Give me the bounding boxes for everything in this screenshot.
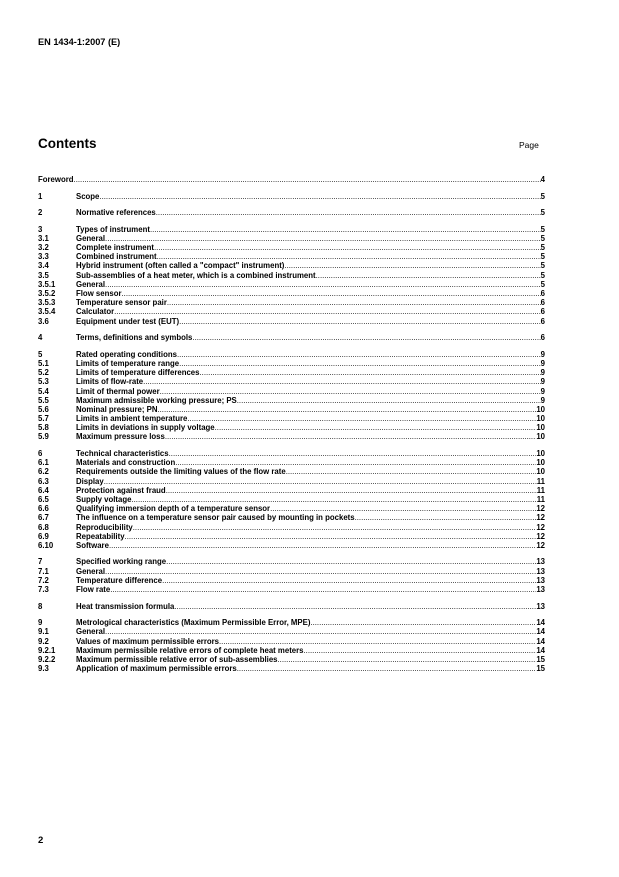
toc-entry-number: 5.5	[38, 395, 49, 405]
toc-entry-page: 10	[536, 467, 545, 477]
toc-entry[interactable]	[38, 225, 545, 234]
toc-entry-number: 3.6	[38, 316, 49, 326]
toc-entry-title: Repeatability	[76, 531, 125, 541]
toc-entry-number: 9	[38, 618, 43, 628]
toc-entry-number: 2	[38, 208, 43, 218]
toc-entry-page: 5	[540, 270, 545, 280]
toc-dot-leader	[110, 585, 536, 594]
toc-entry-title: Display	[76, 476, 104, 486]
toc-entry[interactable]	[38, 602, 545, 611]
toc-entry-page: 5	[540, 261, 545, 271]
toc-entry-title: Normative references	[76, 208, 156, 218]
toc-entry-title: Limits of temperature range	[76, 358, 180, 368]
page-number: 2	[38, 835, 44, 846]
toc-dot-leader	[109, 541, 536, 550]
toc-dot-leader	[166, 557, 536, 566]
toc-entry-title: Flow sensor	[76, 289, 122, 299]
toc-dot-leader	[284, 261, 540, 270]
toc-entry-title: Limits in deviations in supply voltage	[76, 423, 215, 433]
toc-entry-page: 5	[540, 243, 545, 253]
toc-entry-title: General	[76, 566, 106, 576]
toc-dot-leader	[114, 307, 541, 316]
toc-dot-leader	[156, 208, 541, 217]
page-column-label: Page	[519, 140, 539, 150]
toc-entry-title: Rated operating conditions	[76, 349, 177, 359]
toc-entry-title: Sub-assemblies of a heat meter, which is a combined instrument	[76, 270, 316, 280]
toc-entry-title: Terms, definitions and symbols	[76, 333, 193, 343]
toc-entry-page: 14	[536, 645, 545, 655]
toc-entry-page: 5	[540, 233, 545, 243]
toc-entry[interactable]	[38, 289, 545, 298]
toc-entry-number: 6.8	[38, 522, 49, 532]
toc-entry-page: 6	[540, 289, 545, 299]
toc-dot-leader	[215, 423, 537, 432]
toc-entry-page: 14	[536, 618, 545, 628]
toc-entry-number: 3.2	[38, 243, 49, 253]
toc-entry-title: Complete instrument	[76, 243, 154, 253]
toc-entry-page: 10	[536, 423, 545, 433]
toc-entry-title: Limits in ambient temperature	[76, 414, 188, 424]
toc-dot-leader	[165, 432, 536, 441]
toc-entry-number: 6.4	[38, 485, 49, 495]
toc-entry-page: 12	[536, 504, 545, 514]
toc-entry-page: 10	[536, 449, 545, 459]
toc-dot-leader	[177, 350, 541, 359]
toc-dot-leader	[105, 567, 536, 576]
toc-dot-leader	[125, 532, 537, 541]
toc-dot-leader	[316, 271, 541, 280]
toc-dot-leader	[157, 405, 536, 414]
toc-entry[interactable]	[38, 477, 545, 486]
toc-entry[interactable]	[38, 504, 545, 513]
toc-dot-leader	[105, 234, 541, 243]
toc-entry-title: Flow rate	[76, 585, 111, 595]
toc-entry-number: 6.2	[38, 467, 49, 477]
toc-entry-number: 6.1	[38, 458, 49, 468]
toc-entry[interactable]	[38, 243, 545, 252]
toc-entry[interactable]	[38, 576, 545, 585]
toc-entry[interactable]	[38, 317, 545, 326]
toc-entry-page: 6	[540, 307, 545, 317]
toc-entry[interactable]	[38, 234, 545, 243]
toc-entry-number: 5	[38, 349, 43, 359]
toc-entry[interactable]	[38, 396, 545, 405]
toc-entry[interactable]	[38, 175, 545, 184]
toc-entry-page: 5	[540, 191, 545, 201]
toc-entry[interactable]	[38, 567, 545, 576]
toc-entry-title: Software	[76, 540, 109, 550]
toc-entry-title: Maximum pressure loss	[76, 432, 165, 442]
toc-entry-number: 6.7	[38, 513, 49, 523]
toc-entry-page: 13	[536, 557, 545, 567]
toc-dot-leader	[105, 627, 536, 636]
toc-entry-number: 9.2	[38, 636, 49, 646]
toc-entry-number: 6.9	[38, 531, 49, 541]
page-title: Contents	[38, 136, 97, 151]
toc-entry-page: 6	[540, 316, 545, 326]
toc-entry-number: 5.2	[38, 368, 49, 378]
toc-entry-title: Hybrid instrument (often called a "compact" instrument)	[76, 261, 285, 271]
toc-entry-title: Scope	[76, 191, 100, 201]
toc-entry-number: 6	[38, 449, 43, 459]
toc-dot-leader	[167, 298, 541, 307]
toc-entry-page: 15	[536, 654, 545, 664]
toc-entry-page: 15	[536, 664, 545, 674]
toc-entry-title: General	[76, 233, 106, 243]
toc-entry-page: 9	[540, 349, 545, 359]
toc-entry[interactable]	[38, 585, 545, 594]
toc-entry-number: 9.2.2	[38, 654, 56, 664]
toc-entry-title: The influence on a temperature sensor pair caused by mounting in pockets	[76, 513, 355, 523]
toc-entry-page: 12	[536, 540, 545, 550]
toc-entry-title: Combined instrument	[76, 252, 157, 262]
toc-entry-number: 5.9	[38, 432, 49, 442]
toc-dot-leader	[99, 192, 540, 201]
toc-entry-number: 7.3	[38, 585, 49, 595]
toc-entry-page: 10	[536, 414, 545, 424]
toc-entry[interactable]	[38, 307, 545, 316]
toc-entry-title: Foreword	[38, 175, 74, 184]
toc-entry-page: 11	[536, 485, 545, 495]
toc-dot-leader	[179, 317, 541, 326]
toc-dot-leader	[104, 477, 537, 486]
toc-entry-number: 3.1	[38, 233, 49, 243]
toc-entry-page: 13	[536, 566, 545, 576]
toc-entry-title: Protection against fraud	[76, 485, 166, 495]
document-id-header: EN 1434-1:2007 (E)	[38, 37, 121, 47]
toc-entry-title: General	[76, 279, 106, 289]
toc-entry-title: Reproducibility	[76, 522, 133, 532]
toc-dot-leader	[150, 225, 541, 234]
toc-dot-leader	[143, 377, 541, 386]
toc-entry[interactable]	[38, 458, 545, 467]
toc-entry-number: 6.6	[38, 504, 49, 514]
toc-entry[interactable]	[38, 532, 545, 541]
toc-dot-leader	[175, 458, 536, 467]
toc-entry-page: 5	[540, 208, 545, 218]
toc-entry-page: 10	[536, 432, 545, 442]
toc-entry-title: General	[76, 627, 106, 637]
toc-dot-leader	[74, 175, 541, 184]
toc-entry-page: 6	[540, 298, 545, 308]
toc-entry-number: 8	[38, 601, 43, 611]
toc-entry-number: 3	[38, 224, 43, 234]
toc-entry-title: Limits of flow-rate	[76, 377, 144, 387]
toc-dot-leader	[187, 414, 536, 423]
toc-entry[interactable]	[38, 252, 545, 261]
toc-entry-number: 3.5.2	[38, 289, 56, 299]
toc-entry[interactable]	[38, 523, 545, 532]
toc-entry-number: 6.3	[38, 476, 49, 486]
toc-dot-leader	[166, 486, 537, 495]
toc-dot-leader	[192, 333, 540, 342]
toc-dot-leader	[237, 396, 541, 405]
toc-dot-leader	[179, 359, 541, 368]
toc-entry-page: 11	[536, 476, 545, 486]
toc-entry-page: 9	[540, 386, 545, 396]
toc-dot-leader	[133, 523, 537, 532]
toc-entry[interactable]	[38, 618, 545, 627]
toc-entry-number: 9.2.1	[38, 645, 56, 655]
toc-entry-page: 12	[536, 522, 545, 532]
toc-entry-title: Metrological characteristics (Maximum Permissible Error, MPE)	[76, 618, 311, 628]
toc-dot-leader	[157, 252, 541, 261]
toc-entry[interactable]	[38, 333, 545, 342]
toc-entry[interactable]	[38, 495, 545, 504]
toc-entry-title: Requirements outside the limiting values of the flow rate	[76, 467, 286, 477]
toc-entry[interactable]	[38, 298, 545, 307]
toc-entry[interactable]	[38, 637, 545, 646]
toc-entry[interactable]	[38, 449, 545, 458]
toc-entry-number: 5.7	[38, 414, 49, 424]
toc-entry-title: Nominal pressure; PN	[76, 404, 158, 414]
toc-entry-title: Maximum permissible relative errors of complete heat meters	[76, 645, 304, 655]
toc-entry-number: 3.5.3	[38, 298, 56, 308]
toc-entry-title: Technical characteristics	[76, 449, 169, 459]
toc-entry-number: 1	[38, 191, 43, 201]
toc-entry-number: 3.5.1	[38, 279, 56, 289]
toc-entry-page: 9	[540, 368, 545, 378]
toc-entry[interactable]	[38, 359, 545, 368]
toc-entry-title: Values of maximum permissible errors	[76, 636, 220, 646]
toc-entry-number: 7.1	[38, 566, 49, 576]
toc-entry[interactable]	[38, 664, 545, 673]
toc-entry-title: Calculator	[76, 307, 115, 317]
toc-entry-page: 13	[536, 575, 545, 585]
toc-entry-page: 5	[540, 252, 545, 262]
toc-entry-page: 11	[536, 494, 545, 504]
toc-entry-number: 3.5	[38, 270, 49, 280]
toc-entry-number: 7.2	[38, 575, 49, 585]
toc-entry[interactable]	[38, 414, 545, 423]
toc-entry[interactable]	[38, 423, 545, 432]
toc-entry-page: 6	[540, 333, 545, 343]
toc-entry-title: Maximum permissible relative error of sub-assemblies	[76, 654, 278, 664]
toc-entry-title: Limits of temperature differences	[76, 368, 200, 378]
toc-entry[interactable]	[38, 655, 545, 664]
toc-entry-number: 3.4	[38, 261, 49, 271]
toc-dot-leader	[154, 243, 541, 252]
toc-entry-page: 14	[536, 636, 545, 646]
toc-entry-number: 5.6	[38, 404, 49, 414]
toc-dot-leader	[237, 664, 537, 673]
toc-entry-page: 14	[536, 627, 545, 637]
toc-entry-title: Application of maximum permissible errors	[76, 664, 237, 674]
toc-entry[interactable]	[38, 350, 545, 359]
toc-entry[interactable]	[38, 368, 545, 377]
toc-entry-title: Materials and construction	[76, 458, 176, 468]
toc-dot-leader	[278, 655, 537, 664]
toc-entry-number: 6.10	[38, 540, 54, 550]
toc-entry-number: 3.5.4	[38, 307, 56, 317]
toc-entry[interactable]	[38, 541, 545, 550]
toc-entry[interactable]	[38, 261, 545, 270]
toc-dot-leader	[169, 449, 537, 458]
toc-entry[interactable]	[38, 646, 545, 655]
toc-entry-page: 12	[536, 531, 545, 541]
toc-entry-number: 5.1	[38, 358, 49, 368]
toc-entry-title: Supply voltage	[76, 494, 132, 504]
toc-entry[interactable]	[38, 432, 545, 441]
toc-dot-leader	[310, 618, 536, 627]
toc-entry-number: 9.1	[38, 627, 49, 637]
toc-entry-title: Temperature difference	[76, 575, 163, 585]
toc-entry-number: 4	[38, 333, 43, 343]
table-of-contents	[38, 175, 545, 673]
toc-entry[interactable]	[38, 557, 545, 566]
toc-entry-page: 10	[536, 458, 545, 468]
toc-entry[interactable]	[38, 486, 545, 495]
toc-entry-number: 3.3	[38, 252, 49, 262]
toc-entry[interactable]	[38, 467, 545, 476]
toc-entry[interactable]	[38, 627, 545, 636]
toc-dot-leader	[304, 646, 537, 655]
toc-entry-number: 6.5	[38, 494, 49, 504]
toc-entry-title: Types of instrument	[76, 224, 150, 234]
toc-entry[interactable]	[38, 387, 545, 396]
toc-entry-page: 4	[540, 175, 545, 184]
toc-entry-page: 10	[536, 404, 545, 414]
toc-entry-page: 9	[540, 377, 545, 387]
toc-entry-page: 12	[536, 513, 545, 523]
toc-dot-leader	[219, 637, 536, 646]
toc-entry-number: 5.8	[38, 423, 49, 433]
toc-dot-leader	[286, 467, 537, 476]
toc-entry-title: Specified working range	[76, 557, 167, 567]
toc-dot-leader	[270, 504, 536, 513]
toc-dot-leader	[160, 387, 541, 396]
toc-entry-number: 7	[38, 557, 43, 567]
toc-entry-number: 5.4	[38, 386, 49, 396]
toc-entry[interactable]	[38, 377, 545, 386]
toc-dot-leader	[174, 602, 536, 611]
toc-entry-page: 5	[540, 224, 545, 234]
toc-entry-page: 13	[536, 585, 545, 595]
toc-entry-page: 13	[536, 601, 545, 611]
toc-entry-title: Qualifying immersion depth of a temperature sensor	[76, 504, 271, 514]
toc-dot-leader	[355, 513, 537, 522]
toc-entry-number: 5.3	[38, 377, 49, 387]
toc-entry-title: Temperature sensor pair	[76, 298, 167, 308]
toc-entry-page: 9	[540, 358, 545, 368]
toc-entry-title: Equipment under test (EUT)	[76, 316, 180, 326]
toc-entry[interactable]	[38, 192, 545, 201]
toc-dot-leader	[122, 289, 541, 298]
toc-entry-page: 5	[540, 279, 545, 289]
toc-dot-leader	[199, 368, 540, 377]
toc-entry-title: Heat transmission formula	[76, 601, 175, 611]
toc-dot-leader	[105, 280, 541, 289]
toc-entry-title: Maximum admissible working pressure; PS	[76, 395, 237, 405]
toc-entry-page: 9	[540, 395, 545, 405]
toc-entry[interactable]	[38, 280, 545, 289]
toc-entry-title: Limit of thermal power	[76, 386, 160, 396]
toc-entry[interactable]	[38, 271, 545, 280]
toc-entry[interactable]	[38, 208, 545, 217]
toc-entry[interactable]	[38, 513, 545, 522]
toc-dot-leader	[162, 576, 536, 585]
toc-entry-number: 9.3	[38, 664, 49, 674]
toc-dot-leader	[131, 495, 536, 504]
toc-entry[interactable]	[38, 405, 545, 414]
